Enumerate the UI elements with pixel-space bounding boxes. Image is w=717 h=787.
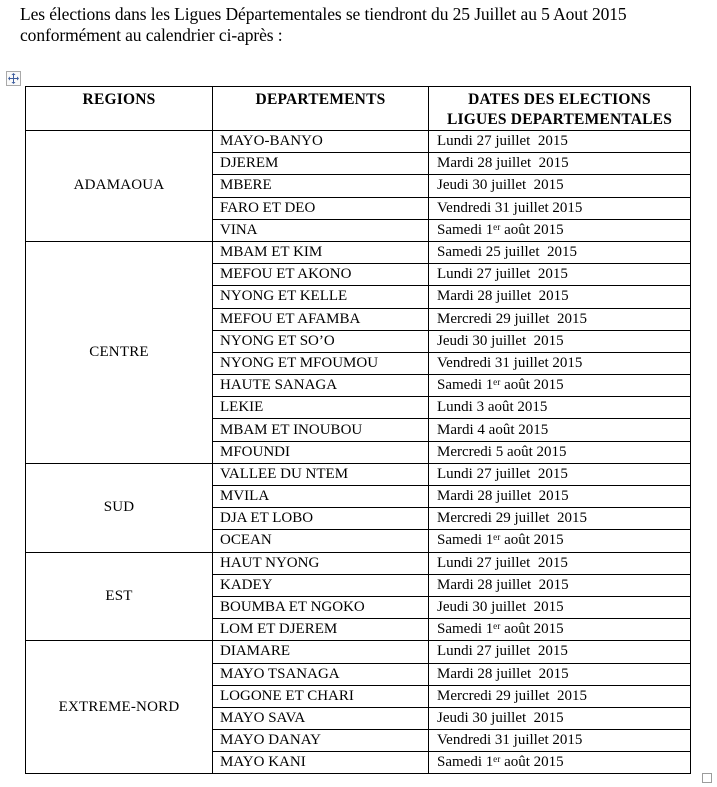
date-cell: Lundi 27 juillet 2015 bbox=[429, 552, 691, 574]
date-cell: Jeudi 30 juillet 2015 bbox=[429, 330, 691, 352]
departement-cell: HAUTE SANAGA bbox=[213, 375, 429, 397]
elections-table-body bbox=[26, 131, 691, 774]
date-cell: Jeudi 30 juillet 2015 bbox=[429, 596, 691, 618]
date-cell: Lundi 3 août 2015 bbox=[429, 397, 691, 419]
date-cell: Samedi 1ᵉʳ août 2015 bbox=[429, 375, 691, 397]
date-cell: Lundi 27 juillet 2015 bbox=[429, 641, 691, 663]
date-cell: Mardi 28 juillet 2015 bbox=[429, 486, 691, 508]
date-cell: Lundi 27 juillet 2015 bbox=[429, 463, 691, 485]
departement-cell: MAYO KANI bbox=[213, 752, 429, 774]
departement-cell: DJA ET LOBO bbox=[213, 508, 429, 530]
departement-cell: MBAM ET INOUBOU bbox=[213, 419, 429, 441]
departement-cell: OCEAN bbox=[213, 530, 429, 552]
date-cell: Samedi 1ᵉʳ août 2015 bbox=[429, 752, 691, 774]
departement-cell: VINA bbox=[213, 219, 429, 241]
date-cell: Lundi 27 juillet 2015 bbox=[429, 264, 691, 286]
departement-cell: MAYO SAVA bbox=[213, 707, 429, 729]
header-dates bbox=[429, 87, 691, 131]
date-cell: Mardi 28 juillet 2015 bbox=[429, 574, 691, 596]
date-cell: Mardi 28 juillet 2015 bbox=[429, 286, 691, 308]
date-cell: Samedi 1ᵉʳ août 2015 bbox=[429, 219, 691, 241]
date-cell: Vendredi 31 juillet 2015 bbox=[429, 352, 691, 374]
header-row bbox=[26, 87, 691, 131]
table-row bbox=[26, 552, 691, 574]
date-cell: Mercredi 29 juillet 2015 bbox=[429, 308, 691, 330]
table-row bbox=[26, 463, 691, 485]
region-cell-extreme-nord: EXTREME-NORD bbox=[26, 641, 213, 774]
departement-cell: KADEY bbox=[213, 574, 429, 596]
departement-cell: MBAM ET KIM bbox=[213, 241, 429, 263]
region-cell-sud: SUD bbox=[26, 463, 213, 552]
departement-cell: BOUMBA ET NGOKO bbox=[213, 596, 429, 618]
departement-cell: FARO ET DEO bbox=[213, 197, 429, 219]
departement-cell: MVILA bbox=[213, 486, 429, 508]
date-cell: Lundi 27 juillet 2015 bbox=[429, 131, 691, 153]
departement-cell: MBERE bbox=[213, 175, 429, 197]
departement-cell: DJEREM bbox=[213, 153, 429, 175]
date-cell: Jeudi 30 juillet 2015 bbox=[429, 707, 691, 729]
departement-cell: MEFOU ET AFAMBA bbox=[213, 308, 429, 330]
date-cell: Mardi 28 juillet 2015 bbox=[429, 153, 691, 175]
date-cell: Mardi 4 août 2015 bbox=[429, 419, 691, 441]
departement-cell: MEFOU ET AKONO bbox=[213, 264, 429, 286]
date-cell: Vendredi 31 juillet 2015 bbox=[429, 197, 691, 219]
date-cell: Samedi 1ᵉʳ août 2015 bbox=[429, 619, 691, 641]
intro-line-1: Les élections dans les Ligues Départementales se tiendront du 25 Juillet au 5 Aout 2015 bbox=[20, 4, 627, 24]
elections-table bbox=[25, 86, 691, 774]
region-cell-adamaoua: ADAMAOUA bbox=[26, 131, 213, 242]
intro-paragraph bbox=[20, 4, 705, 46]
date-cell: Vendredi 31 juillet 2015 bbox=[429, 730, 691, 752]
departement-cell: VALLEE DU NTEM bbox=[213, 463, 429, 485]
date-cell: Mercredi 29 juillet 2015 bbox=[429, 508, 691, 530]
date-cell: Jeudi 30 juillet 2015 bbox=[429, 175, 691, 197]
header-regions: REGIONS bbox=[26, 87, 213, 131]
table-header bbox=[26, 87, 691, 131]
departement-cell: LEKIE bbox=[213, 397, 429, 419]
departement-cell: NYONG ET KELLE bbox=[213, 286, 429, 308]
departement-cell: MAYO-BANYO bbox=[213, 131, 429, 153]
date-cell: Mercredi 5 août 2015 bbox=[429, 441, 691, 463]
departement-cell: NYONG ET SO’O bbox=[213, 330, 429, 352]
table-row bbox=[26, 131, 691, 153]
date-cell: Samedi 25 juillet 2015 bbox=[429, 241, 691, 263]
date-cell: Samedi 1ᵉʳ août 2015 bbox=[429, 530, 691, 552]
region-cell-est: EST bbox=[26, 552, 213, 641]
date-cell: Mercredi 29 juillet 2015 bbox=[429, 685, 691, 707]
departement-cell: MAYO TSANAGA bbox=[213, 663, 429, 685]
departement-cell: NYONG ET MFOUMOU bbox=[213, 352, 429, 374]
table-row bbox=[26, 241, 691, 263]
table-move-handle[interactable] bbox=[6, 71, 21, 86]
header-dates-line-2: LIGUES DEPARTEMENTALES bbox=[446, 111, 673, 128]
departement-cell: DIAMARE bbox=[213, 641, 429, 663]
date-cell: Mardi 28 juillet 2015 bbox=[429, 663, 691, 685]
departement-cell: LOGONE ET CHARI bbox=[213, 685, 429, 707]
move-icon bbox=[8, 73, 19, 84]
region-cell-centre: CENTRE bbox=[26, 241, 213, 463]
departement-cell: MFOUNDI bbox=[213, 441, 429, 463]
departement-cell: HAUT NYONG bbox=[213, 552, 429, 574]
table-row bbox=[26, 641, 691, 663]
table-resize-handle[interactable] bbox=[702, 773, 712, 783]
header-dates-line-1: DATES DES ELECTIONS bbox=[468, 91, 651, 108]
intro-line-2: conformément au calendrier ci-après : bbox=[20, 25, 283, 45]
departement-cell: MAYO DANAY bbox=[213, 730, 429, 752]
departement-cell: LOM ET DJEREM bbox=[213, 619, 429, 641]
header-departements: DEPARTEMENTS bbox=[213, 87, 429, 131]
